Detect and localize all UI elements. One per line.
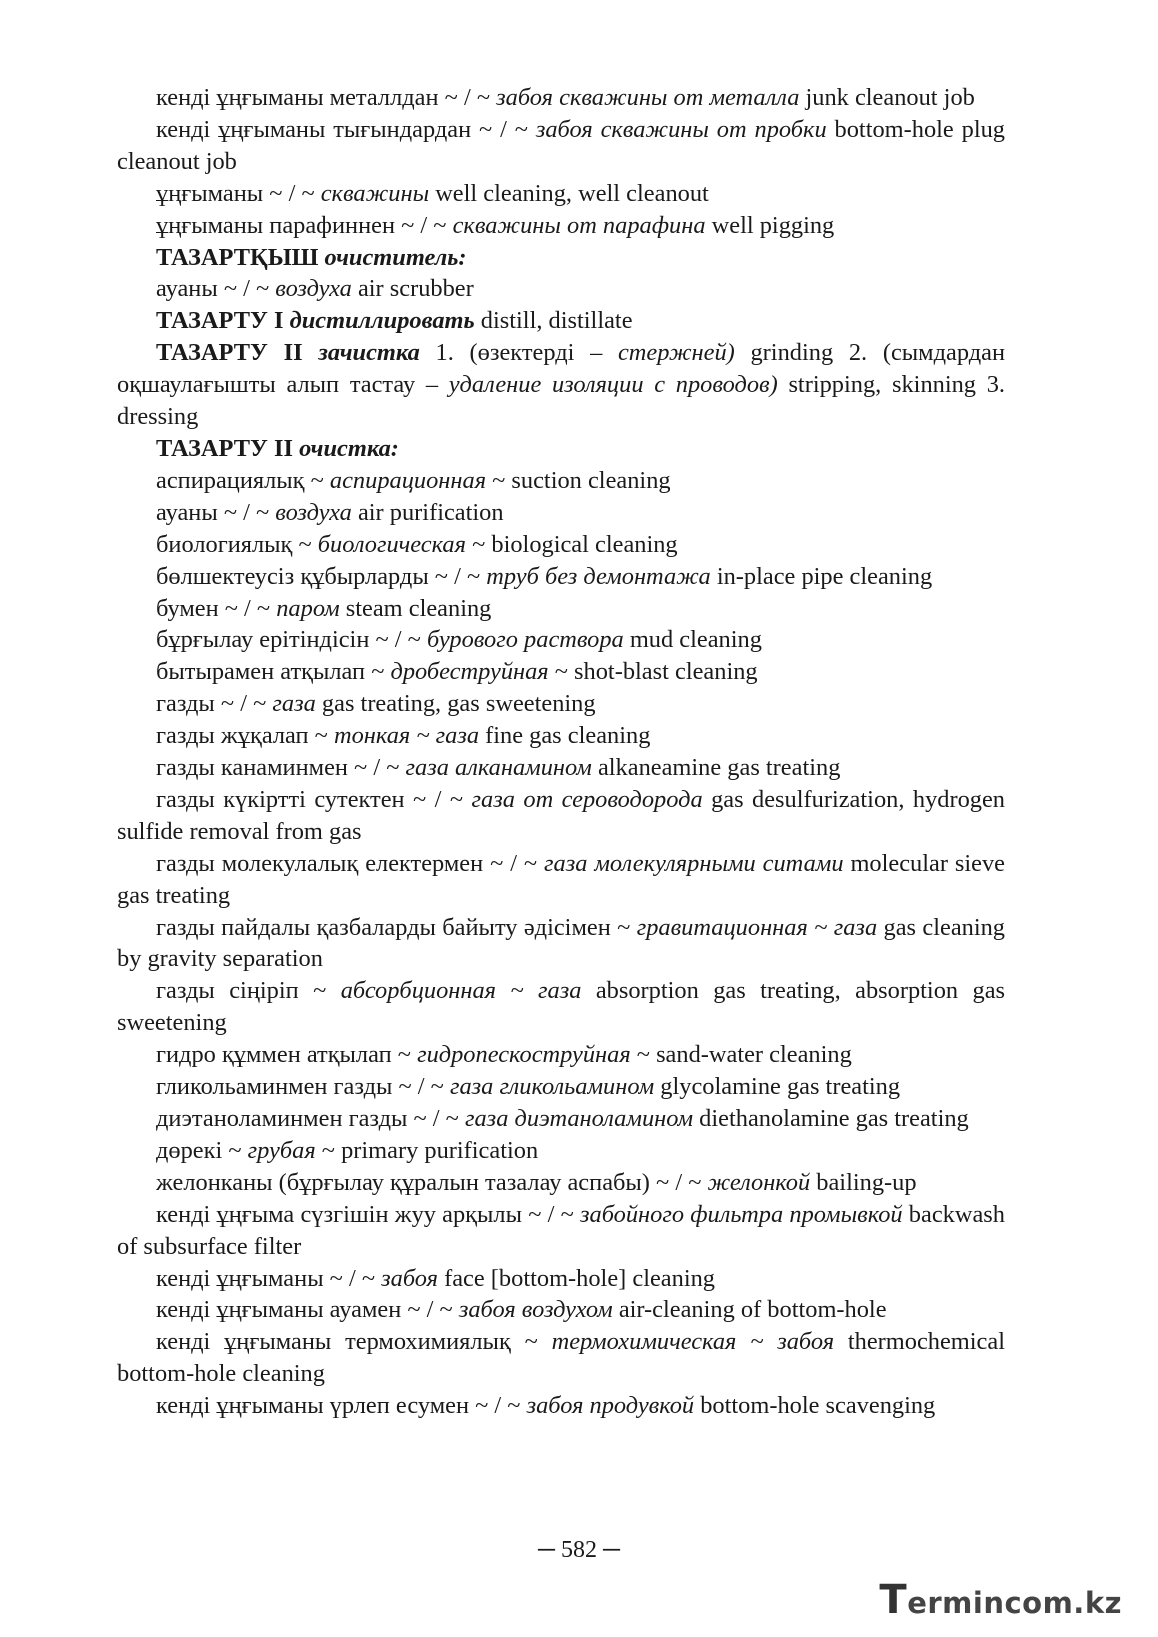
entry-russian-term: забоя воздухом — [458, 1296, 613, 1324]
entry-russian-term: дробеструйная — [390, 658, 549, 686]
entry-text: бумен ~ / ~ — [156, 594, 277, 622]
dictionary-entry — [117, 273, 1005, 305]
logo-text: ermincom.kz — [907, 1586, 1122, 1620]
entry-text: кенді ұңғыманы үрлеп есумен ~ / ~ — [156, 1392, 527, 1420]
entry-russian-term: термохимическая ~ забоя — [551, 1328, 835, 1356]
entry-text: bottom-hole plug cleanout job — [117, 115, 1005, 175]
logo-letter: T — [879, 1577, 908, 1623]
entry-russian-term: скважины от парафина — [452, 211, 706, 239]
entry-russian-term: грубая — [247, 1136, 316, 1164]
entry-text: ұңғыманы парафиннен ~ / ~ — [156, 211, 453, 239]
entry-russian-term: воздуха — [275, 498, 352, 526]
entry-text: газды ~ / ~ — [156, 690, 273, 718]
entry-russian-term: газа молекулярными ситами — [544, 849, 844, 877]
entry-russian-term: скважины — [320, 179, 430, 207]
entry-text: ~ shot-blast cleaning — [548, 658, 758, 686]
entry-text: газды молекулалық електермен ~ / ~ — [156, 849, 545, 877]
entry-russian-term: стержней) — [617, 339, 735, 367]
dictionary-entry — [117, 656, 1005, 688]
entry-text: fine gas cleaning — [479, 722, 651, 750]
entry-text: gas cleaning by gravity separation — [117, 913, 1006, 973]
dictionary-page — [117, 82, 1005, 1422]
entry-text: аспирациялық ~ — [156, 466, 330, 494]
entry-text: бөлшектеусіз құбырларды ~ / ~ — [156, 562, 487, 590]
dictionary-entry — [117, 720, 1005, 752]
entry-text: бытырамен атқылап ~ — [156, 658, 391, 686]
entry-text: гидро құммен атқылап ~ — [156, 1041, 418, 1069]
entry-headword: дистиллировать — [289, 307, 475, 335]
entry-russian-term: тонкая ~ газа — [333, 722, 480, 750]
entry-text: air scrubber — [351, 275, 474, 303]
entry-text: glycolamine gas treating — [654, 1073, 901, 1101]
entry-text: diethanolamine gas treating — [693, 1105, 969, 1132]
entry-text: газды пайдалы қазбаларды байыту әдісімен ~ — [156, 913, 637, 941]
entry-russian-term: гидропескоструйная — [417, 1041, 631, 1069]
entry-russian-term: забоя продувкой — [526, 1392, 695, 1420]
entry-text: thermochemical bottom-hole cleaning — [117, 1328, 1005, 1388]
dictionary-entry — [117, 1167, 1005, 1199]
dictionary-entry — [117, 210, 1005, 242]
entry-text: air purification — [351, 498, 504, 526]
dictionary-entry — [117, 688, 1005, 720]
entry-text: ауаны ~ / ~ — [156, 275, 276, 303]
entry-text: дөрекі ~ — [156, 1136, 248, 1164]
entry-text: ~ sand-water cleaning — [630, 1041, 852, 1069]
entry-text: кенді ұңғыма сүзгішін жуу арқылы ~ / ~ — [156, 1200, 580, 1228]
dictionary-entry — [117, 465, 1005, 497]
dictionary-entry — [117, 433, 1005, 465]
entry-text: bailing-up — [810, 1168, 917, 1196]
entry-text: кенді ұңғыманы ауамен ~ / ~ — [156, 1296, 459, 1324]
dictionary-entry — [117, 912, 1005, 976]
entry-text: bottom-hole scavenging — [694, 1392, 936, 1420]
entry-text: бұрғылау ерітіндісін ~ / ~ — [156, 626, 427, 654]
entry-text: ұңғыманы ~ / ~ — [156, 179, 321, 207]
entry-headword: ТАЗАРТУ II — [156, 339, 319, 367]
entry-russian-term: забоя скважины от пробки — [535, 115, 827, 143]
entry-russian-term: воздуха — [275, 275, 352, 303]
entry-headword: ТАЗАРТУ II — [156, 434, 300, 462]
entry-russian-term: аспирационная — [329, 466, 487, 494]
entry-headword: очистка: — [299, 434, 399, 462]
entry-russian-term: газа диэтаноламином — [464, 1105, 694, 1132]
entry-headword: ТАЗАРТҚЫШ — [156, 243, 325, 271]
entry-russian-term: газа от сероводорода — [471, 785, 703, 813]
entry-text: stripping, skinning 3. dressing — [117, 371, 1005, 431]
dictionary-entry — [117, 529, 1005, 561]
entry-russian-term: паром — [276, 594, 340, 622]
dictionary-entry — [117, 305, 1005, 337]
entry-text: ~ biological cleaning — [465, 530, 678, 558]
dictionary-entry — [117, 1326, 1005, 1390]
entry-text: molecular sieve gas treating — [117, 849, 1005, 909]
entry-text: face [bottom-hole] cleaning — [438, 1264, 715, 1292]
dictionary-entry — [117, 1135, 1005, 1167]
entry-text: ~ primary purification — [315, 1136, 539, 1164]
entry-text: гликольаминмен газды ~ / ~ — [156, 1073, 450, 1101]
page-number: ─ 582 ─ — [537, 1537, 620, 1563]
entry-text: distill, distillate — [474, 307, 633, 335]
entry-russian-term: забоя скважины от металла — [496, 84, 800, 111]
dictionary-entry — [117, 178, 1005, 210]
dictionary-entry — [117, 624, 1005, 656]
entry-russian-term: биологическая — [317, 530, 466, 558]
entry-russian-term: забойного фильтра промывкой — [579, 1200, 903, 1228]
entry-text: air-cleaning of bottom-hole — [612, 1296, 887, 1324]
entry-text: кенді ұңғыманы ~ / ~ — [156, 1264, 382, 1292]
entry-text: well cleaning, well cleanout — [429, 179, 709, 207]
entry-text: кенді ұңғыманы тығындардан ~ / ~ — [156, 115, 536, 143]
entry-text: absorption gas treating, absorption gas sweetening — [117, 977, 1006, 1037]
dictionary-entry — [117, 82, 1005, 114]
dictionary-entry — [117, 1263, 1005, 1295]
entry-text: gas treating, gas sweetening — [315, 690, 596, 718]
entry-text: ауаны ~ / ~ — [156, 498, 276, 526]
entry-headword: зачистка — [318, 339, 420, 367]
entry-text: gas desulfurization, hydrogen sulfide removal from gas — [117, 785, 1005, 845]
entry-russian-term: забоя — [381, 1264, 439, 1292]
entry-text: кенді ұңғыманы металлдан ~ / ~ — [156, 84, 497, 111]
entry-text: газды күкіртті сутектен ~ / ~ — [156, 785, 472, 813]
dictionary-entry — [117, 752, 1005, 784]
dictionary-entry — [117, 1039, 1005, 1071]
entry-text: alkaneamine gas treating — [591, 754, 841, 782]
entry-russian-term: желонкой — [707, 1168, 811, 1196]
entry-text: кенді ұңғыманы термохимиялық ~ — [156, 1328, 552, 1356]
dictionary-entry — [117, 848, 1005, 912]
dictionary-entry — [117, 1294, 1005, 1326]
entry-text: backwash of subsurface filter — [117, 1200, 1005, 1260]
entry-text: well pigging — [705, 211, 835, 239]
dictionary-entry — [117, 1071, 1005, 1103]
dictionary-entry — [117, 561, 1005, 593]
entry-text: mud cleaning — [623, 626, 762, 654]
entry-text: in-place pipe cleaning — [710, 562, 933, 590]
entry-text: желонканы (бұрғылау құралын тазалау аспабы) ~ / ~ — [156, 1168, 708, 1196]
entry-text: диэтаноламинмен газды ~ / ~ — [156, 1105, 465, 1132]
termincom-logo[interactable] — [879, 1577, 1122, 1623]
entry-text: grinding 2. (сымдардан оқшаулағышты алып тастау – — [117, 339, 1006, 399]
entry-headword: ТАЗАРТУ I — [156, 307, 290, 335]
entry-headword: очиститель: — [324, 243, 467, 271]
entry-text: биологиялық ~ — [156, 530, 318, 558]
entry-russian-term: труб без демонтажа — [486, 562, 711, 590]
entry-russian-term: газа алканамином — [405, 754, 592, 782]
entry-russian-term: абсорбционная ~ газа — [340, 977, 582, 1005]
dictionary-entry — [117, 337, 1005, 433]
entry-text: газды сіңіріп ~ — [156, 977, 341, 1005]
entry-text: 1. (өзектерді – — [419, 339, 618, 367]
dictionary-entry — [117, 1103, 1005, 1135]
entry-russian-term: бурового раствора — [426, 626, 624, 654]
entry-russian-term: газа гликольамином — [449, 1073, 655, 1101]
dictionary-entry — [117, 784, 1005, 848]
entry-russian-term: газа — [272, 690, 316, 718]
dictionary-entry — [117, 497, 1005, 529]
entry-text: газды канаминмен ~ / ~ — [156, 754, 406, 782]
entry-text: steam cleaning — [339, 594, 492, 622]
entry-text: junk cleanout job — [799, 84, 975, 111]
dictionary-entry — [117, 975, 1005, 1039]
entry-russian-term: гравитационная ~ газа — [636, 913, 878, 941]
dictionary-entry — [117, 593, 1005, 625]
dictionary-entry — [117, 1199, 1005, 1263]
entry-russian-term: удаление изоляции с проводов) — [448, 371, 778, 399]
entry-text: ~ suction cleaning — [486, 466, 671, 494]
dictionary-entry — [117, 242, 1005, 274]
dictionary-entry — [117, 1390, 1005, 1422]
dictionary-entry — [117, 114, 1005, 178]
entry-text: газды жұқалап ~ — [156, 722, 334, 750]
